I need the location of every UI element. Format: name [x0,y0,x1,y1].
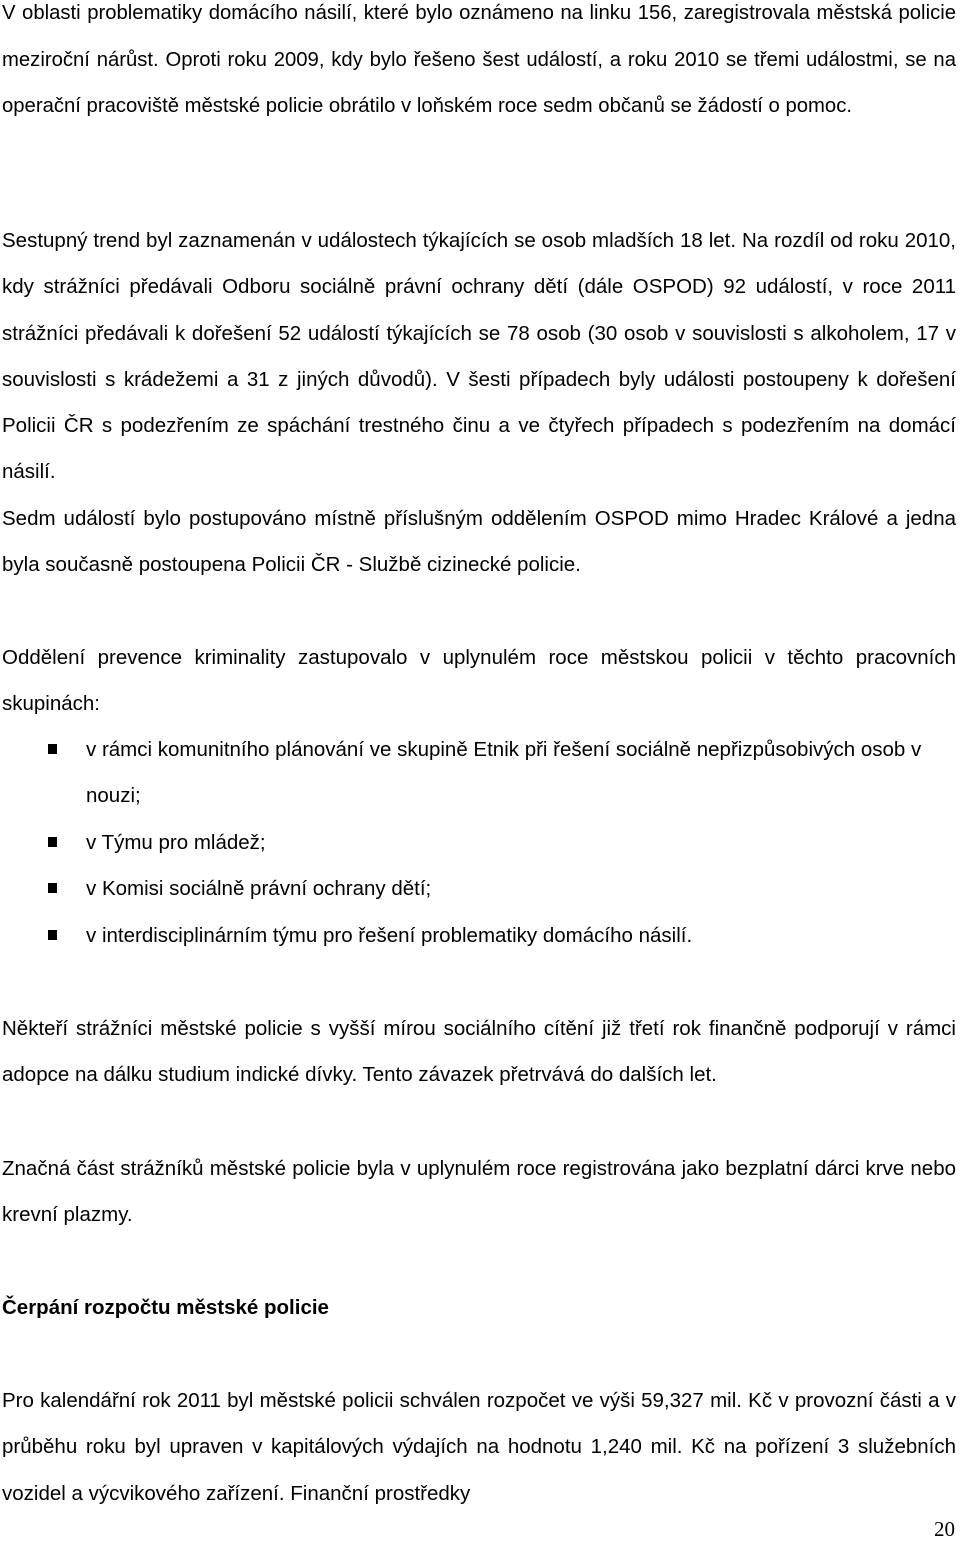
paragraph-ospod-referrals: Sedm událostí bylo postupováno místně příslušným oddělením OSPOD mimo Hradec Králové a jedna byla současně postoupena Policii ČR - Službě cizinecké policie. [2,507,956,577]
paragraph-blood-donors: Značná část strážníků městské policie byla v uplynulém roce registrována jako bezplatní dárci krve nebo krevní plazmy. [2,1157,956,1227]
list-item [0,913,956,959]
list-item [0,820,956,866]
paragraph-budget: Pro kalendářní rok 2011 byl městské policii schválen rozpočet ve výši 59,327 mil. Kč v provozní části a v průběhu roku byl upraven v kapitálových výdajích na hodnotu 1,240 mil. Kč na pořízení 3 služebních vozidel a výcvikového zařízení. Finanční prostředky [2,1389,956,1505]
paragraph-juveniles-trend: Sestupný trend byl zaznamenán v událostech týkajících se osob mladších 18 let. Na rozdíl od roku 2010, kdy strážníci předávali Odboru sociálně právní ochrany dětí (dále OSPOD) 92 událostí, v roce 2011 strážníci předávali k dořešení 52 událostí týkajících se 78 osob (30 osob v souvislosti s alkoholem, 17 v souvislosti s krádežemi a 31 z jiných důvodů). V šesti případech byly události postoupeny k dořešení Policii ČR s podezřením ze spáchání trestného činu a ve čtyřech případech s podezřením na domácí násilí. [2,229,956,484]
working-groups-list [0,727,960,959]
list-item-text: v rámci komunitního plánování ve skupině Etnik při řešení sociálně nepřizpůsobivých osob v nouzi; [86,738,922,808]
list-item [0,866,956,912]
section-heading-budget: Čerpání rozpočtu městské policie [2,1296,329,1319]
list-item [0,727,956,820]
square-bullet-icon [48,930,57,940]
paragraph-domestic-violence: V oblasti problematiky domácího násilí, které bylo oznámeno na linku 156, zaregistrovala městská policie meziroční nárůst. Oproti roku 2009, kdy bylo řešeno šest událostí, a roku 2010 se třemi událostmi, se na operační pracoviště městské policie obrátilo v loňském roce sedm občanů se žádostí o pomoc. [2,2,956,117]
paragraph-adoption-support: Někteří strážníci městské policie s vyšší mírou sociálního cítění již třetí rok finančně podporují v rámci adopce na dálku studium indické dívky. Tento závazek přetrvává do dalších let. [2,1017,956,1087]
list-item-text: v Týmu pro mládež; [86,830,266,854]
page-number: 20 [934,1517,955,1541]
paragraph-prevention-groups: Oddělení prevence kriminality zastupovalo v uplynulém roce městskou policii v těchto pracovních skupinách: [2,646,956,716]
list-item-text: v Komisi sociálně právní ochrany dětí; [86,877,432,901]
square-bullet-icon [48,744,57,754]
list-item-text: v interdisciplinárním týmu pro řešení problematiky domácího násilí. [86,923,693,947]
square-bullet-icon [48,837,57,847]
square-bullet-icon [48,883,57,893]
